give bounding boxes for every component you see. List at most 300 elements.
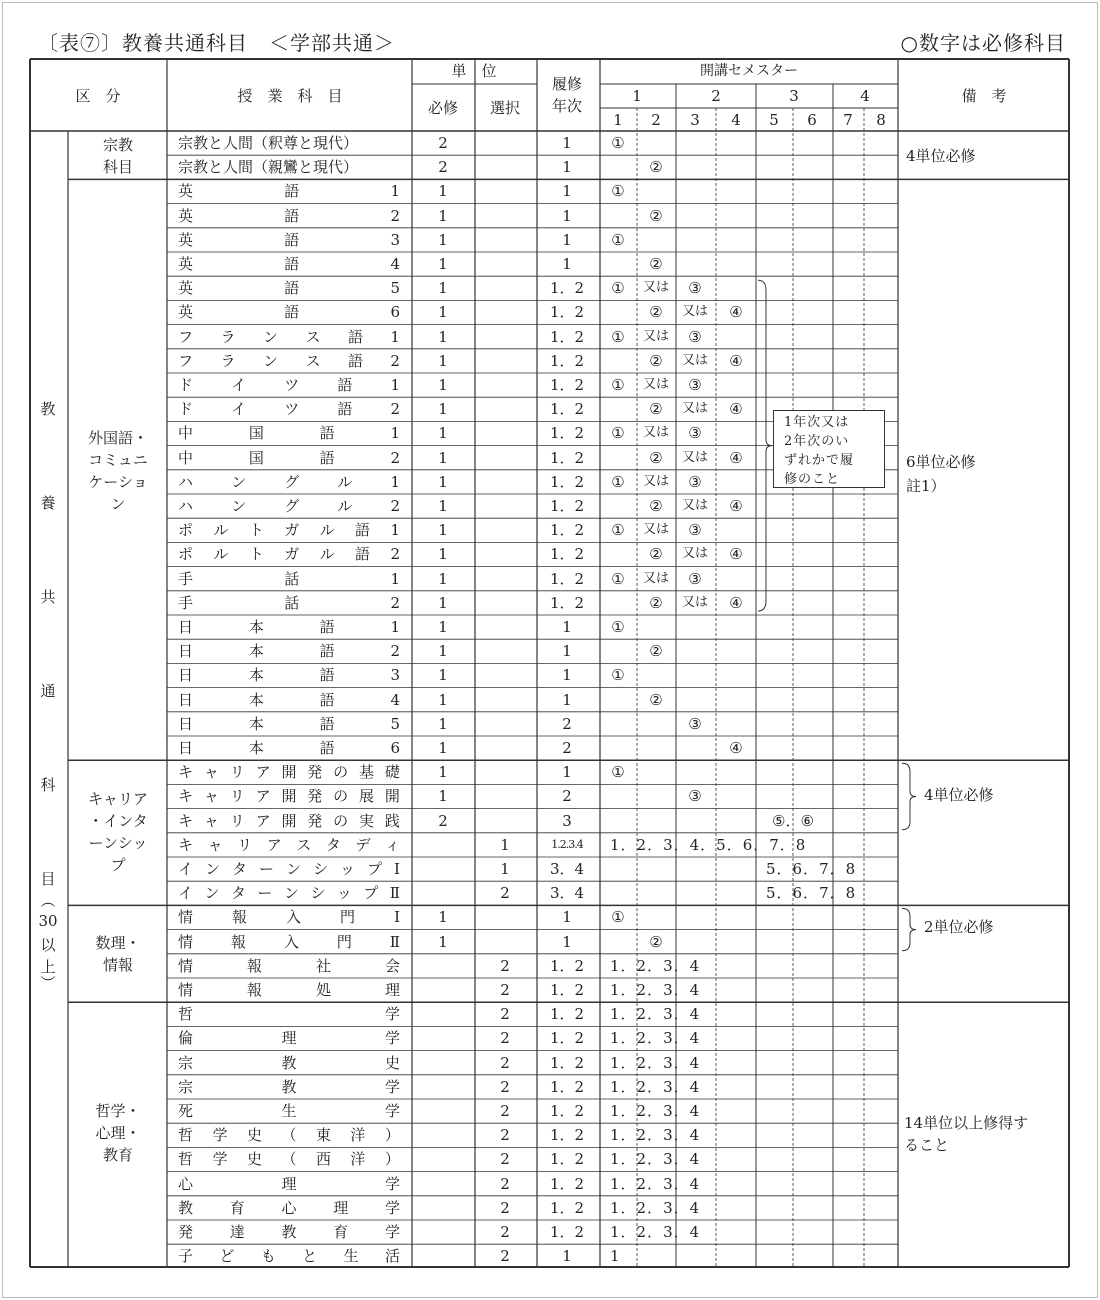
subject-char: 2 bbox=[390, 593, 400, 612]
credit-required: 1 bbox=[438, 230, 448, 249]
subject-char: 子 bbox=[178, 1247, 194, 1266]
credit-required: 1 bbox=[438, 642, 448, 661]
header-sem-3: 3 bbox=[690, 111, 700, 129]
credit-required: 1 bbox=[438, 497, 448, 515]
subject-char: （ bbox=[281, 1126, 297, 1145]
year-level: 1．2 bbox=[549, 376, 585, 394]
subject-char: ア bbox=[255, 811, 271, 830]
credit-elective: 2 bbox=[500, 1005, 510, 1024]
year-level: 1．2 bbox=[549, 1005, 585, 1024]
subject-char: 門 bbox=[340, 908, 356, 927]
subject-char: ス bbox=[305, 351, 321, 370]
subject-char: 話 bbox=[284, 569, 300, 588]
subject-name bbox=[178, 1078, 400, 1096]
subject-char: 語 bbox=[347, 351, 363, 370]
subject-char: 語 bbox=[284, 303, 300, 322]
subject-char: 史 bbox=[246, 1150, 262, 1169]
subject-char: 学 bbox=[384, 1005, 400, 1024]
subject-char: タ bbox=[230, 884, 246, 903]
semester-range: 1．2．3．4 bbox=[610, 1174, 701, 1193]
subject-char: シ bbox=[310, 884, 326, 903]
subject-char: フ bbox=[178, 327, 194, 346]
subject-char: ス bbox=[305, 327, 321, 346]
semester-mark: ① bbox=[611, 134, 625, 152]
subject-char: ド bbox=[178, 400, 194, 419]
subject-char: 2 bbox=[390, 642, 400, 661]
header-tani: 単 位 bbox=[451, 62, 497, 80]
header-sem-8: 8 bbox=[876, 111, 886, 129]
subject-char: Ⅰ bbox=[394, 908, 400, 927]
credit-required: 1 bbox=[438, 472, 448, 491]
subject-char: 学 bbox=[384, 1029, 400, 1048]
subject-name bbox=[178, 1150, 400, 1168]
year-level: 1．2 bbox=[549, 448, 585, 467]
subject-char: 日 bbox=[178, 714, 194, 733]
credit-required: 1 bbox=[438, 763, 448, 782]
semester-range: 1．2．3．4 bbox=[610, 981, 701, 999]
semester-mark: 又は bbox=[681, 401, 709, 417]
semester-mark: 又は bbox=[681, 449, 709, 465]
subject-char: 東 bbox=[315, 1126, 331, 1145]
subject-char: イ bbox=[231, 376, 247, 394]
subject-char: 哲 bbox=[178, 1150, 194, 1169]
credit-elective: 2 bbox=[500, 1174, 510, 1193]
subject-char: 日 bbox=[178, 642, 194, 661]
subject-char: 倫 bbox=[178, 1029, 194, 1048]
subject-char: 1 bbox=[390, 569, 400, 588]
year-level: 1．2 bbox=[549, 327, 585, 346]
semester-mark: ③ bbox=[688, 569, 702, 588]
subject-char: 日 bbox=[178, 739, 194, 757]
side-label-char: 上 bbox=[40, 958, 56, 976]
year-level: 1．2 bbox=[549, 472, 585, 491]
semester-mark: ② bbox=[649, 158, 663, 177]
subject-name bbox=[178, 424, 400, 442]
subject-char: 語 bbox=[319, 714, 335, 733]
credit-elective: 2 bbox=[500, 1247, 510, 1266]
subject-char: 基 bbox=[359, 763, 375, 782]
subject-char: タ bbox=[325, 835, 341, 854]
subject-name bbox=[178, 1102, 400, 1120]
subject-char: 心 bbox=[178, 1174, 194, 1193]
subject-char: 生 bbox=[281, 1102, 297, 1120]
subject-name bbox=[178, 255, 400, 273]
subject-char: ル bbox=[337, 497, 353, 515]
semester-mark: ① bbox=[611, 763, 625, 782]
year-level: 1．2 bbox=[549, 1126, 585, 1145]
subject-char: 開 bbox=[281, 811, 297, 830]
subject-name bbox=[178, 1054, 400, 1072]
credit-required: 1 bbox=[438, 690, 448, 709]
subject-char: ン bbox=[231, 472, 247, 491]
subject-char: 学 bbox=[384, 1102, 400, 1120]
subject-char: 1 bbox=[390, 618, 400, 636]
subject-char: ャ bbox=[203, 787, 219, 806]
subject-char: 3 bbox=[390, 666, 400, 685]
subject-char: 育 bbox=[333, 1223, 349, 1241]
year-level: 1．2 bbox=[549, 521, 585, 540]
subject-name bbox=[178, 908, 400, 926]
semester-range: 1．2．3．4 bbox=[610, 1126, 701, 1145]
remark-philosophy: 14単位以上修得す ること bbox=[904, 1114, 1029, 1154]
subject-char: の bbox=[333, 787, 349, 806]
year-level: 1．2 bbox=[549, 279, 585, 298]
subject-char: ポ bbox=[178, 545, 194, 564]
year-level: 3 bbox=[562, 811, 572, 830]
semester-mark: ② bbox=[649, 303, 663, 322]
category-info: 数理・ 情報 bbox=[95, 934, 141, 974]
side-label-char: 目 bbox=[40, 870, 56, 888]
semester-mark: ④ bbox=[729, 351, 743, 370]
subject-char: 語 bbox=[319, 642, 335, 661]
credit-required: 1 bbox=[438, 279, 448, 298]
semester-range: 1．2．3．4．5．6．7．8 bbox=[610, 835, 807, 854]
subject-char: 理 bbox=[281, 1029, 297, 1048]
subject-name bbox=[178, 473, 400, 491]
subject-char: 2 bbox=[390, 497, 400, 515]
year-level: 1．2 bbox=[549, 497, 585, 515]
category-philosophy: 哲学・ 心理・ 教育 bbox=[95, 1102, 141, 1164]
subject-char: リ bbox=[229, 787, 245, 806]
subject-char: 英 bbox=[178, 303, 194, 322]
semester-mark: ② bbox=[649, 545, 663, 564]
credit-required: 1 bbox=[438, 932, 448, 951]
year-level: 1．2 bbox=[549, 593, 585, 612]
year-level: 1 bbox=[562, 690, 572, 709]
subject-char: 本 bbox=[248, 618, 264, 636]
subject-char: フ bbox=[178, 351, 194, 370]
subject-char: 教 bbox=[281, 1053, 297, 1072]
subject-name bbox=[178, 787, 400, 805]
subject-char: Ⅱ bbox=[389, 932, 400, 951]
subject-char: 手 bbox=[178, 569, 194, 588]
subject-char: ー bbox=[259, 860, 275, 878]
subject-name bbox=[178, 328, 400, 346]
subject-char: 本 bbox=[248, 642, 264, 661]
subject-char: ツ bbox=[284, 376, 300, 394]
semester-mark: ② bbox=[649, 497, 663, 515]
subject-char: ィ bbox=[384, 835, 400, 854]
year-level: 1 bbox=[562, 1247, 572, 1266]
semester-mark: ④ bbox=[729, 739, 743, 757]
side-label-char: ） bbox=[38, 974, 57, 991]
subject-char: 1 bbox=[390, 327, 400, 346]
credit-required: 1 bbox=[438, 424, 448, 443]
subject-char: 語 bbox=[284, 206, 300, 225]
subject-char: ） bbox=[384, 1126, 400, 1145]
subject-char: 教 bbox=[281, 1223, 297, 1241]
subject-char: 1 bbox=[390, 521, 400, 540]
semester-mark: ③ bbox=[688, 327, 702, 346]
subject-char: ア bbox=[255, 763, 271, 782]
side-label-char: 通 bbox=[40, 682, 56, 700]
subject-char: 情 bbox=[178, 932, 194, 951]
subject-char: 6 bbox=[390, 303, 400, 322]
subject-char: 2 bbox=[390, 351, 400, 370]
subject-char: 2 bbox=[390, 206, 400, 225]
subject-name bbox=[178, 545, 400, 563]
header-sem-7: 7 bbox=[843, 111, 853, 129]
semester-mark: ② bbox=[649, 400, 663, 419]
credit-elective: 2 bbox=[500, 1077, 510, 1096]
year-level: 1．2 bbox=[549, 569, 585, 588]
semester-mark: ① bbox=[611, 376, 625, 394]
subject-name bbox=[178, 642, 400, 660]
semester-mark: ② bbox=[649, 255, 663, 273]
subject-char: ル bbox=[319, 521, 335, 540]
semester-mark: ④ bbox=[729, 448, 743, 467]
subject-char: 史 bbox=[246, 1126, 262, 1145]
subject-char: 語 bbox=[319, 618, 335, 636]
subject-name bbox=[178, 763, 400, 781]
subject-char: ル bbox=[337, 472, 353, 491]
subject-name bbox=[178, 449, 400, 467]
header-year-1: 1 bbox=[632, 87, 642, 105]
subject-char: リ bbox=[237, 835, 253, 854]
header-sem-5: 5 bbox=[769, 111, 779, 129]
semester-mark: 又は bbox=[681, 352, 709, 368]
subject-char: 展 bbox=[359, 787, 375, 806]
subject-char: 語 bbox=[355, 521, 371, 540]
subject-char: 西 bbox=[315, 1150, 331, 1169]
year-level: 1 bbox=[562, 255, 572, 273]
semester-range: 1．2．3．4 bbox=[610, 1150, 701, 1169]
header-nenji-1: 履修 bbox=[551, 75, 583, 93]
semester-mark: ⑤．⑥ bbox=[772, 811, 814, 830]
credit-required: 1 bbox=[438, 255, 448, 273]
subject-char: 語 bbox=[319, 739, 335, 757]
semester-mark: ③ bbox=[688, 472, 702, 491]
year-level: 2 bbox=[562, 739, 572, 757]
subject-char: 英 bbox=[178, 206, 194, 225]
subject-char: ラ bbox=[220, 327, 236, 346]
subject-char: 2 bbox=[390, 448, 400, 467]
remark-info: 2単位必修 bbox=[924, 918, 994, 936]
year-level: 1．2 bbox=[549, 424, 585, 443]
subject-char: ッ bbox=[336, 884, 352, 903]
semester-mark: ① bbox=[611, 424, 625, 443]
subject-char: ン bbox=[286, 860, 302, 878]
semester-mark: ① bbox=[611, 908, 625, 927]
semester-range: 1 bbox=[610, 1247, 621, 1266]
subject-name bbox=[178, 376, 400, 394]
subject-char: 4 bbox=[390, 690, 400, 709]
semester-mark: ④ bbox=[729, 497, 743, 515]
subject-char: 1 bbox=[390, 472, 400, 491]
semester-mark: ④ bbox=[729, 400, 743, 419]
subject-char: 実 bbox=[359, 811, 375, 830]
subject-char: 学 bbox=[212, 1150, 228, 1169]
subject-char: 宗 bbox=[178, 1077, 194, 1096]
header-sem-6: 6 bbox=[807, 111, 817, 129]
subject-char: ル bbox=[213, 545, 229, 564]
subject-char: 6 bbox=[390, 739, 400, 757]
subject-name bbox=[178, 594, 400, 612]
subject-char: ャ bbox=[203, 763, 219, 782]
semester-mark: ② bbox=[649, 448, 663, 467]
subject-char: 語 bbox=[284, 279, 300, 298]
subject-char: ） bbox=[384, 1150, 400, 1169]
year-level: 1 bbox=[562, 230, 572, 249]
category-religion: 宗教 科目 bbox=[102, 136, 133, 176]
subject-char: 学 bbox=[384, 1077, 400, 1096]
subject-char: 開 bbox=[384, 787, 400, 806]
header-sentaku: 選択 bbox=[489, 99, 521, 117]
subject-name bbox=[178, 666, 400, 684]
subject-char: 語 bbox=[284, 230, 300, 249]
year-level: 3．4 bbox=[549, 860, 585, 878]
year-level: 2 bbox=[562, 714, 572, 733]
subject-char: 理 bbox=[384, 981, 400, 999]
subject-char: 5 bbox=[390, 714, 400, 733]
credit-elective: 2 bbox=[500, 1102, 510, 1120]
credit-required: 1 bbox=[438, 521, 448, 540]
subject-char: ポ bbox=[178, 521, 194, 540]
semester-mark: ① bbox=[611, 666, 625, 685]
semester-mark: ③ bbox=[688, 279, 702, 298]
semester-mark: ③ bbox=[688, 714, 702, 733]
year-level: 1.2.3.4 bbox=[551, 837, 583, 851]
header-kubun: 区 分 bbox=[75, 87, 121, 105]
subject-char: グ bbox=[284, 497, 300, 515]
semester-mark: ② bbox=[649, 932, 663, 951]
subject-char: 宗教と人間（釈尊と現代） bbox=[178, 134, 359, 152]
credit-required: 2 bbox=[438, 158, 448, 177]
side-label-char: 30 bbox=[38, 912, 58, 930]
credit-required: 1 bbox=[438, 376, 448, 394]
header-nenji-2: 年次 bbox=[551, 97, 583, 115]
subject-char: 2 bbox=[390, 400, 400, 419]
credit-elective: 2 bbox=[500, 956, 510, 975]
semester-mark: ④ bbox=[729, 303, 743, 322]
semester-mark: ① bbox=[611, 521, 625, 540]
subject-char: 報 bbox=[230, 932, 246, 951]
semester-mark: ② bbox=[649, 593, 663, 612]
credit-required: 1 bbox=[438, 351, 448, 370]
subject-char: 達 bbox=[229, 1223, 245, 1241]
credit-required: 1 bbox=[438, 739, 448, 757]
semester-mark: 又は bbox=[642, 570, 670, 586]
subject-char: 入 bbox=[283, 932, 299, 951]
credit-required: 1 bbox=[438, 303, 448, 322]
subject-char: シ bbox=[313, 860, 329, 878]
year-level: 1．2 bbox=[549, 303, 585, 322]
subject-char: デ bbox=[355, 835, 371, 854]
credit-required: 1 bbox=[438, 327, 448, 346]
semester-range: 5．6．7．8 bbox=[766, 884, 857, 903]
subject-char: 1 bbox=[390, 424, 400, 443]
semester-mark: ① bbox=[611, 182, 625, 201]
subject-char: 本 bbox=[248, 666, 264, 685]
subject-char: 語 bbox=[319, 690, 335, 709]
subject-name bbox=[178, 1005, 400, 1023]
subject-char: 洋 bbox=[350, 1150, 366, 1169]
year-level: 1．2 bbox=[549, 1102, 585, 1120]
subject-char: 1 bbox=[390, 182, 400, 201]
subject-char: 英 bbox=[178, 255, 194, 273]
subject-char: ガ bbox=[284, 545, 300, 564]
subject-char: ど bbox=[219, 1247, 235, 1266]
subject-char: 学 bbox=[384, 1198, 400, 1217]
subject-char: も bbox=[260, 1247, 276, 1266]
subject-char: ト bbox=[248, 545, 264, 564]
subject-char: ャ bbox=[207, 835, 223, 854]
subject-char: リ bbox=[229, 811, 245, 830]
semester-mark: 又は bbox=[681, 594, 709, 610]
subject-char: 日 bbox=[178, 690, 194, 709]
semester-mark: 又は bbox=[642, 328, 670, 344]
subject-name bbox=[178, 1199, 400, 1217]
credit-elective: 2 bbox=[500, 1029, 510, 1048]
side-label-char: 養 bbox=[40, 494, 56, 512]
subject-char: 開 bbox=[281, 787, 297, 806]
subject-name bbox=[178, 884, 400, 902]
semester-mark: 又は bbox=[642, 377, 670, 392]
year-level: 1．2 bbox=[549, 1198, 585, 1217]
semester-mark: ② bbox=[649, 206, 663, 225]
year-level: 2 bbox=[562, 787, 572, 806]
header-hisshu: 必修 bbox=[427, 99, 459, 117]
semester-mark: ① bbox=[611, 569, 625, 588]
subject-char: 哲 bbox=[178, 1005, 194, 1024]
subject-char: 発 bbox=[307, 811, 323, 830]
side-label-char: 教 bbox=[40, 400, 56, 418]
credit-required: 1 bbox=[438, 448, 448, 467]
semester-range: 1．2．3．4 bbox=[610, 1223, 701, 1241]
subject-char: 発 bbox=[307, 787, 323, 806]
semester-mark: 又は bbox=[681, 304, 709, 320]
year-level: 1 bbox=[562, 182, 572, 201]
subject-char: 入 bbox=[286, 908, 302, 927]
subject-char: 語 bbox=[355, 545, 371, 564]
subject-char: 英 bbox=[178, 182, 194, 201]
semester-mark: 又は bbox=[642, 280, 670, 296]
credit-required: 1 bbox=[438, 908, 448, 927]
remark-religion: 4単位必修 bbox=[906, 147, 976, 165]
subject-char: 教 bbox=[178, 1198, 194, 1217]
subject-char: 英 bbox=[178, 230, 194, 249]
subject-char: キ bbox=[178, 763, 194, 782]
subject-char: 中 bbox=[178, 424, 194, 443]
year-level: 1 bbox=[562, 642, 572, 661]
subject-char: 報 bbox=[246, 956, 262, 975]
subject-name bbox=[178, 691, 400, 709]
category-language: 外国語・ コミュニ ケーショ ン bbox=[87, 429, 148, 513]
subject-name bbox=[178, 957, 400, 975]
subject-char: ャ bbox=[203, 811, 219, 830]
subject-char: 会 bbox=[384, 956, 400, 975]
year-level: 1．2 bbox=[549, 1223, 585, 1241]
subject-char: タ bbox=[232, 860, 248, 878]
semester-mark: ① bbox=[611, 472, 625, 491]
semester-mark: ④ bbox=[729, 593, 743, 612]
subject-char: キ bbox=[178, 811, 194, 830]
subject-char: ン bbox=[231, 497, 247, 515]
header-year-4: 4 bbox=[860, 87, 870, 105]
year-level: 1 bbox=[562, 618, 572, 636]
year-level: 3．4 bbox=[549, 884, 585, 903]
subject-char: ド bbox=[178, 376, 194, 394]
subject-name bbox=[178, 279, 400, 297]
semester-range: 1．2．3．4 bbox=[610, 1102, 701, 1120]
subject-char: 1 bbox=[390, 376, 400, 394]
subject-char: 理 bbox=[333, 1198, 349, 1217]
credit-required: 2 bbox=[438, 134, 448, 152]
subject-char: 処 bbox=[315, 981, 331, 999]
subject-char: ッ bbox=[340, 860, 356, 878]
credit-elective: 2 bbox=[500, 1126, 510, 1145]
semester-mark: 又は bbox=[642, 522, 670, 538]
